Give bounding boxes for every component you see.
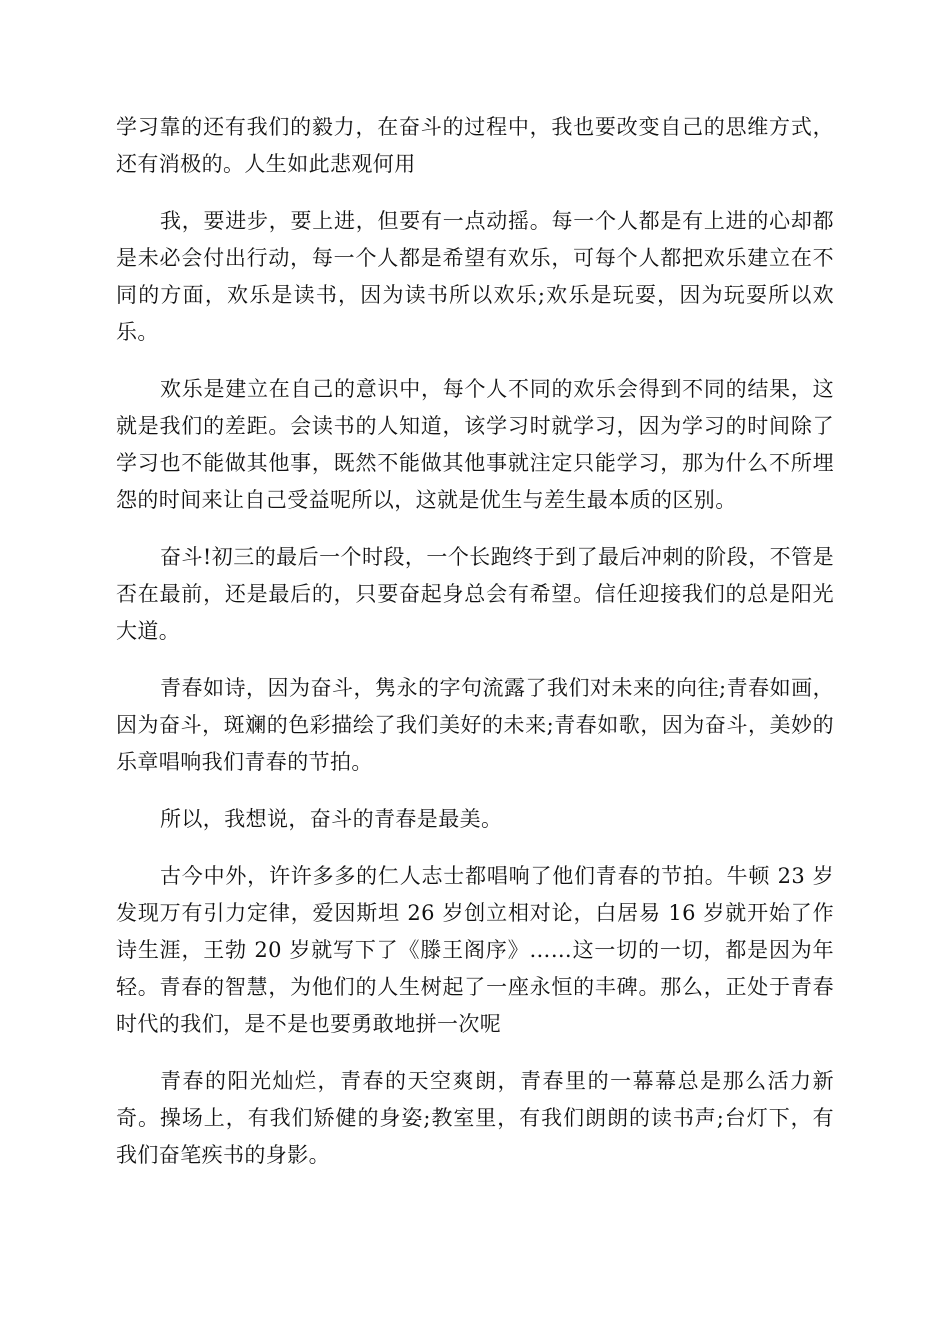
paragraph-6: 所以，我想说，奋斗的青春是最美。 [160, 807, 503, 831]
paragraph-5: 青春如诗，因为奋斗，隽永的字句流露了我们对未来的向往;青春如画，因为奋斗，斑斓的色彩描绘了我们美好的未来;青春如歌，因为奋斗，美妙的乐章唱响我们青春的节拍。 [116, 676, 834, 774]
paragraph-3: 欢乐是建立在自己的意识中，每个人不同的欢乐会得到不同的结果，这就是我们的差距。会读书的人知道，该学习时就学习，因为学习的时间除了学习也不能做其他事，既然不能做其他事就注定只能学习，那为什么不所埋怨的时间来让自己受益呢所以，这就是优生与差生最本质的区别。 [116, 377, 834, 512]
paragraph-2: 我，要进步，要上进，但要有一点动摇。每一个人都是有上进的心却都是未必会付出行动，每一个人都是希望有欢乐，可每个人都把欢乐建立在不同的方面，欢乐是读书，因为读书所以欢乐;欢乐是玩耍，因为玩耍所以欢乐。 [116, 209, 834, 344]
paragraph-7: 古今中外，许许多多的仁人志士都唱响了他们青春的节拍。牛顿 23 岁发现万有引力定律，爱因斯坦 26 岁创立相对论，白居易 16 岁就开始了作诗生涯，王勃 20 岁就写下了《滕王阁序》……这一切的一切，都是因为年轻。青春的智慧，为他们的人生树起了一座永恒的丰碑。那么，正处于青春时代的我们，是不是也要勇敢地拼一次呢 [116, 864, 834, 1036]
paragraph-1: 学习靠的还有我们的毅力，在奋斗的过程中，我也要改变自己的思维方式，还有消极的。人生如此悲观何用 [116, 115, 834, 176]
paragraph-4: 奋斗!初三的最后一个时段，一个长跑终于到了最后冲刺的阶段，不管是否在最前，还是最后的，只要奋起身总会有希望。信任迎接我们的总是阳光大道。 [116, 545, 834, 643]
document-page [116, 109, 834, 1194]
paragraph-8: 青春的阳光灿烂，青春的天空爽朗，青春里的一幕幕总是那么活力新奇。操场上，有我们矫健的身姿;教室里，有我们朗朗的读书声;台灯下，有我们奋笔疾书的身影。 [116, 1069, 834, 1167]
